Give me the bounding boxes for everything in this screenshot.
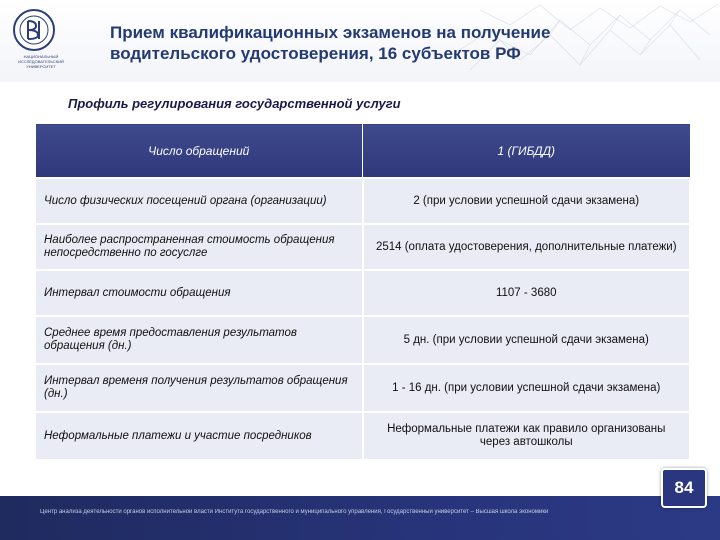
row-value: 1 - 16 дн. (при условии успешной сдачи экзамена) bbox=[363, 364, 691, 412]
table-row bbox=[35, 316, 690, 364]
table-row bbox=[35, 178, 690, 224]
logo-caption: НАЦИОНАЛЬНЫЙ ИССЛЕДОВАТЕЛЬСКИЙ УНИВЕРСИТЕТ bbox=[18, 54, 64, 69]
row-value: 5 дн. (при условии успешной сдачи экзамена) bbox=[363, 316, 691, 364]
page-number-badge: 84 bbox=[661, 468, 707, 508]
header-parameter: Число обращений bbox=[35, 124, 363, 179]
table-row bbox=[35, 224, 690, 270]
header-value: 1 (ГИБДД) bbox=[363, 124, 691, 179]
row-value: 2514 (оплата удостоверения, дополнительные платежи) bbox=[363, 224, 691, 270]
row-parameter: Интервал стоимости обращения bbox=[35, 270, 363, 316]
slide-header bbox=[0, 0, 720, 82]
table-header-row bbox=[35, 124, 690, 179]
row-value: 2 (при условии успешной сдачи экзамена) bbox=[363, 178, 691, 224]
row-parameter: Наиболее распространенная стоимость обращения непосредственно по госуслге bbox=[35, 224, 363, 270]
table-row bbox=[35, 270, 690, 316]
university-logo-icon bbox=[12, 8, 56, 52]
section-subtitle: Профиль регулирования государственной услуги bbox=[68, 96, 401, 111]
row-parameter: Среднее время предоставления результатов обращения (дн.) bbox=[35, 316, 363, 364]
row-value: Неформальные платежи как правило организованы через автошколы bbox=[363, 412, 691, 460]
row-parameter: Неформальные платежи и участие посредников bbox=[35, 412, 363, 460]
slide-footer bbox=[0, 496, 720, 540]
page-title: Прием квалификационных экзаменов на получение водительского удостоверения, 16 субъектов РФ bbox=[110, 23, 551, 63]
footer-text: Центр анализа деятельности органов исполнительной власти Института государственного и муниципального управления, Государственный университет – Высшая школа экономики bbox=[40, 509, 549, 515]
table-row bbox=[35, 412, 690, 460]
row-parameter: Интервал временя получения результатов обращения (дн.) bbox=[35, 364, 363, 412]
regulation-profile-table bbox=[34, 123, 691, 461]
row-value: 1107 - 3680 bbox=[363, 270, 691, 316]
table-row bbox=[35, 364, 690, 412]
row-parameter: Число физических посещений органа (организации) bbox=[35, 178, 363, 224]
